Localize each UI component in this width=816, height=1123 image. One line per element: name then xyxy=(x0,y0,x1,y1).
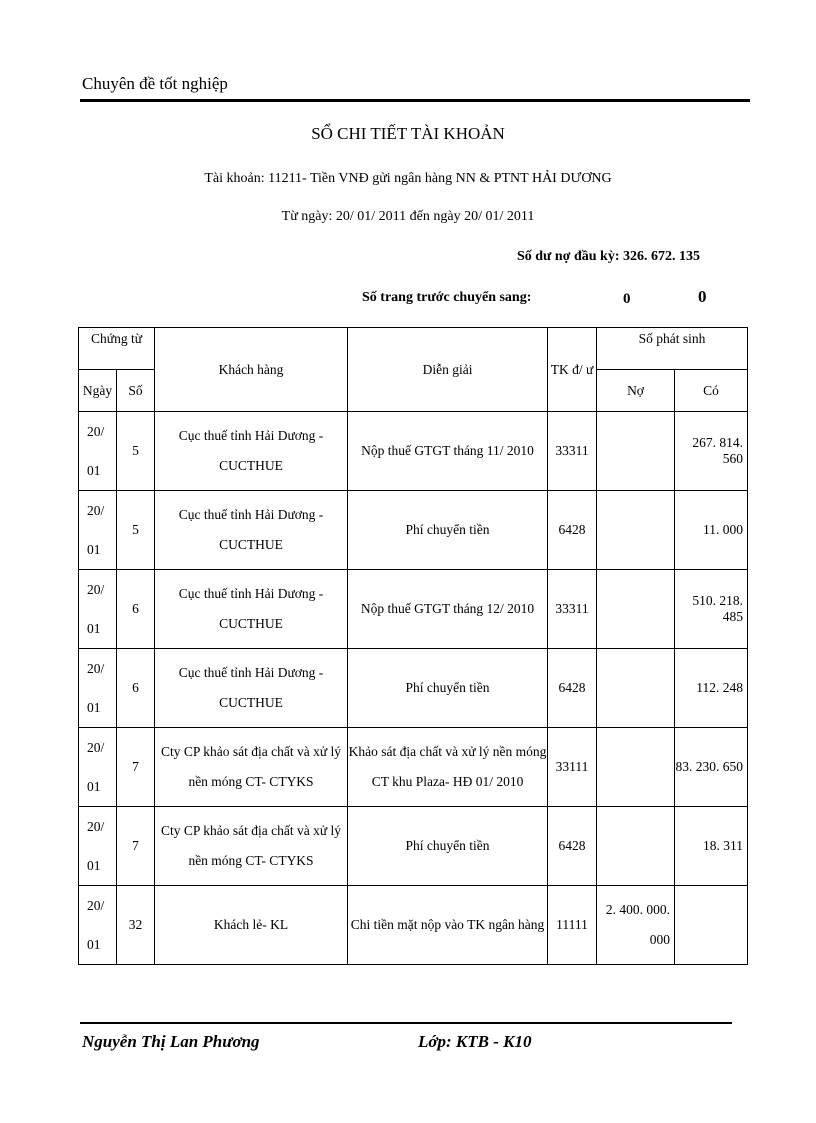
cell-date: 20/ 01 xyxy=(79,886,117,965)
cell-customer: Cty CP khảo sát địa chất và xử lý nền móng CT- CTYKS xyxy=(155,807,348,886)
cell-date: 20/ 01 xyxy=(79,728,117,807)
cell-credit: 11. 000 xyxy=(675,491,748,570)
cell-credit: 112. 248 xyxy=(675,649,748,728)
carry-forward-debit: 0 xyxy=(623,291,631,307)
table-row xyxy=(79,886,748,965)
cell-description: Khảo sát địa chất và xử lý nền móng CT khu Plaza- HĐ 01/ 2010 xyxy=(348,728,548,807)
cell-description: Nộp thuế GTGT tháng 12/ 2010 xyxy=(348,570,548,649)
cell-debit xyxy=(597,807,675,886)
header-debit: Nợ xyxy=(597,370,675,412)
cell-customer: Cục thuế tỉnh Hải Dương - CUCTHUE xyxy=(155,570,348,649)
header-voucher: Chứng từ xyxy=(79,328,155,370)
cell-number: 7 xyxy=(117,728,155,807)
table-row xyxy=(79,412,748,491)
header-rule xyxy=(80,99,750,102)
cell-debit xyxy=(597,570,675,649)
footer-author: Nguyễn Thị Lan Phương xyxy=(82,1032,260,1051)
footer-class: Lớp: KTB - K10 xyxy=(418,1032,532,1051)
cell-debit xyxy=(597,649,675,728)
document-title: SỔ CHI TIẾT TÀI KHOẢN xyxy=(311,124,505,143)
period-line: Từ ngày: 20/ 01/ 2011 đến ngày 20/ 01/ 2011 xyxy=(281,209,535,224)
cell-credit: 83. 230. 650 xyxy=(675,728,748,807)
cell-number: 7 xyxy=(117,807,155,886)
cell-description: Nộp thuế GTGT tháng 11/ 2010 xyxy=(348,412,548,491)
cell-number: 5 xyxy=(117,491,155,570)
cell-credit: 18. 311 xyxy=(675,807,748,886)
cell-debit: 2. 400. 000. 000 xyxy=(597,886,675,965)
table-row xyxy=(79,570,748,649)
header-movement: Số phát sinh xyxy=(597,328,748,370)
cell-number: 32 xyxy=(117,886,155,965)
cell-date: 20/ 01 xyxy=(79,649,117,728)
cell-description: Phí chuyển tiền xyxy=(348,491,548,570)
cell-debit xyxy=(597,491,675,570)
ledger-table xyxy=(78,327,748,965)
cell-account: 6428 xyxy=(548,807,597,886)
cell-date: 20/ 01 xyxy=(79,807,117,886)
header-customer: Khách hàng xyxy=(155,328,348,412)
cell-account: 33111 xyxy=(548,728,597,807)
header-date: Ngày xyxy=(79,370,117,412)
opening-balance: Số dư nợ đầu kỳ: 326. 672. 135 xyxy=(516,249,700,264)
table-row xyxy=(79,728,748,807)
header-credit: Có xyxy=(675,370,748,412)
account-line: Tài khoản: 11211- Tiền VNĐ gửi ngân hàng NN & PTNT HẢI DƯƠNG xyxy=(204,171,612,186)
cell-number: 6 xyxy=(117,649,155,728)
table-row xyxy=(79,807,748,886)
cell-account: 33311 xyxy=(548,412,597,491)
cell-credit: 510. 218. 485 xyxy=(675,570,748,649)
cell-number: 6 xyxy=(117,570,155,649)
carry-forward-credit: 0 xyxy=(698,287,707,306)
cell-account: 6428 xyxy=(548,649,597,728)
cell-date: 20/ 01 xyxy=(79,570,117,649)
cell-number: 5 xyxy=(117,412,155,491)
header-counter-account: TK đ/ ư xyxy=(548,328,597,412)
cell-customer: Cục thuế tỉnh Hải Dương - CUCTHUE xyxy=(155,412,348,491)
cell-customer: Cục thuế tỉnh Hải Dương - CUCTHUE xyxy=(155,649,348,728)
cell-debit xyxy=(597,412,675,491)
cell-credit xyxy=(675,886,748,965)
cell-description: Phí chuyển tiền xyxy=(348,807,548,886)
cell-date: 20/ 01 xyxy=(79,412,117,491)
page-header-title: Chuyên đề tốt nghiệp xyxy=(82,74,228,93)
table-row xyxy=(79,649,748,728)
cell-description: Phí chuyển tiền xyxy=(348,649,548,728)
footer-rule xyxy=(80,1022,732,1024)
cell-customer: Khách lẻ- KL xyxy=(155,886,348,965)
cell-account: 6428 xyxy=(548,491,597,570)
cell-credit: 267. 814. 560 xyxy=(675,412,748,491)
header-description: Diễn giải xyxy=(348,328,548,412)
cell-account: 11111 xyxy=(548,886,597,965)
carry-forward-label: Số trang trước chuyển sang: xyxy=(362,290,532,305)
cell-description: Chi tiền mặt nộp vào TK ngân hàng xyxy=(348,886,548,965)
header-number: Số xyxy=(117,370,155,412)
cell-account: 33311 xyxy=(548,570,597,649)
cell-debit xyxy=(597,728,675,807)
cell-customer: Cty CP khảo sát địa chất và xử lý nền móng CT- CTYKS xyxy=(155,728,348,807)
table-row xyxy=(79,491,748,570)
cell-customer: Cục thuế tỉnh Hải Dương - CUCTHUE xyxy=(155,491,348,570)
cell-date: 20/ 01 xyxy=(79,491,117,570)
